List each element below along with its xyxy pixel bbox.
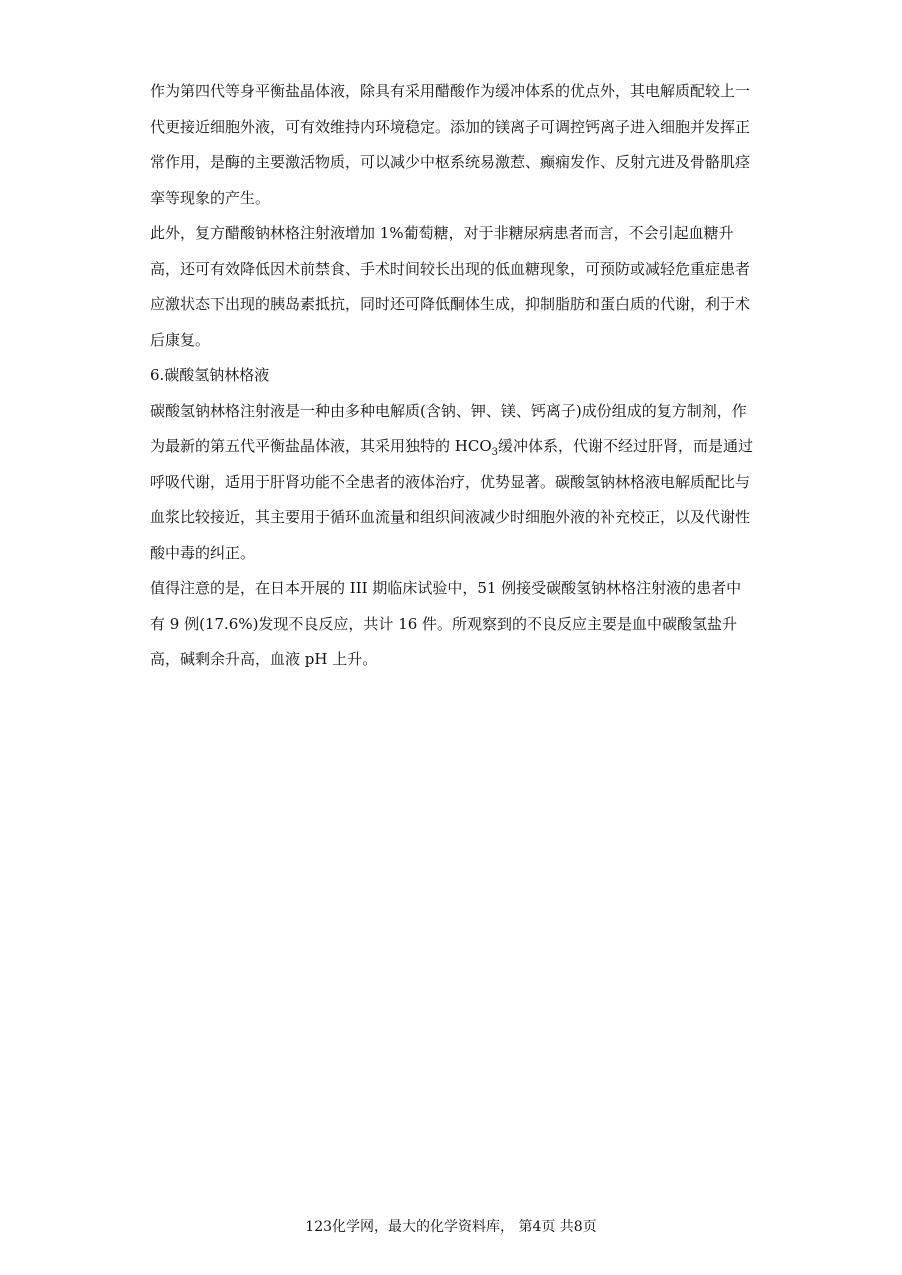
paragraph-bicarbonate-ringer — [150, 394, 755, 572]
paragraph-clinical-trial: 值得注意的是，在日本开展的 III 期临床试验中，51 例接受碳酸氢钠林格注射液的患者中有 9 例(17.6%)发现不良反应，共计 16 件。所观察到的不良反应主要是血中碳酸氢盐升高，碱剩余升高，血液 pH 上升。 — [150, 579, 742, 668]
paragraph-bicarbonate-part2: 缓冲体系，代谢不经过肝肾，而是通过呼吸代谢，适用于肝肾功能不全患者的液体治疗，优势显著。碳酸氢钠林格液电解质配比与血浆比较接近，其主要用于循环血流量和组织间液减少时细胞外液的补充校正，以及代谢性酸中毒的纠正。 — [150, 437, 754, 562]
paragraph-electrolyte-fourth-gen: 作为第四代等身平衡盐晶体液，除具有采用醋酸作为缓冲体系的优点外，其电解质配较上一代更接近细胞外液，可有效维持内环境稳定。添加的镁离子可调控钙离子进入细胞并发挥正常作用，是酶的主要激活物质，可以减少中枢系统易激惹、癫痫发作、反射亢进及骨骼肌痉挛等现象的产生。 — [150, 82, 751, 207]
section-heading-bicarbonate-ringer: 6.碳酸氢钠林格液 — [150, 366, 270, 384]
page-footer: 123化学网，最大的化学资料库， 第4页 共8页 — [305, 1219, 597, 1235]
paragraph-bicarbonate-part1: 碳酸氢钠林格注射液是一种由多种电解质(含钠、钾、镁、钙离子)成份组成的复方制剂，作为最新的第五代平衡盐晶体液，其采用独特的 HCO — [150, 401, 747, 455]
document-body — [150, 74, 755, 678]
paragraph-glucose: 此外，复方醋酸钠林格注射液增加 1%葡萄糖，对于非糖尿病患者而言，不会引起血糖升高，还可有效降低因术前禁食、手术时间较长出现的低血糖现象，可预防或减轻危重症患者应激状态下出现的胰岛素抵抗，同时还可降低酮体生成，抑制脂肪和蛋白质的代谢，利于术后康复。 — [150, 224, 751, 349]
hco3-subscript: 3 — [491, 447, 499, 458]
